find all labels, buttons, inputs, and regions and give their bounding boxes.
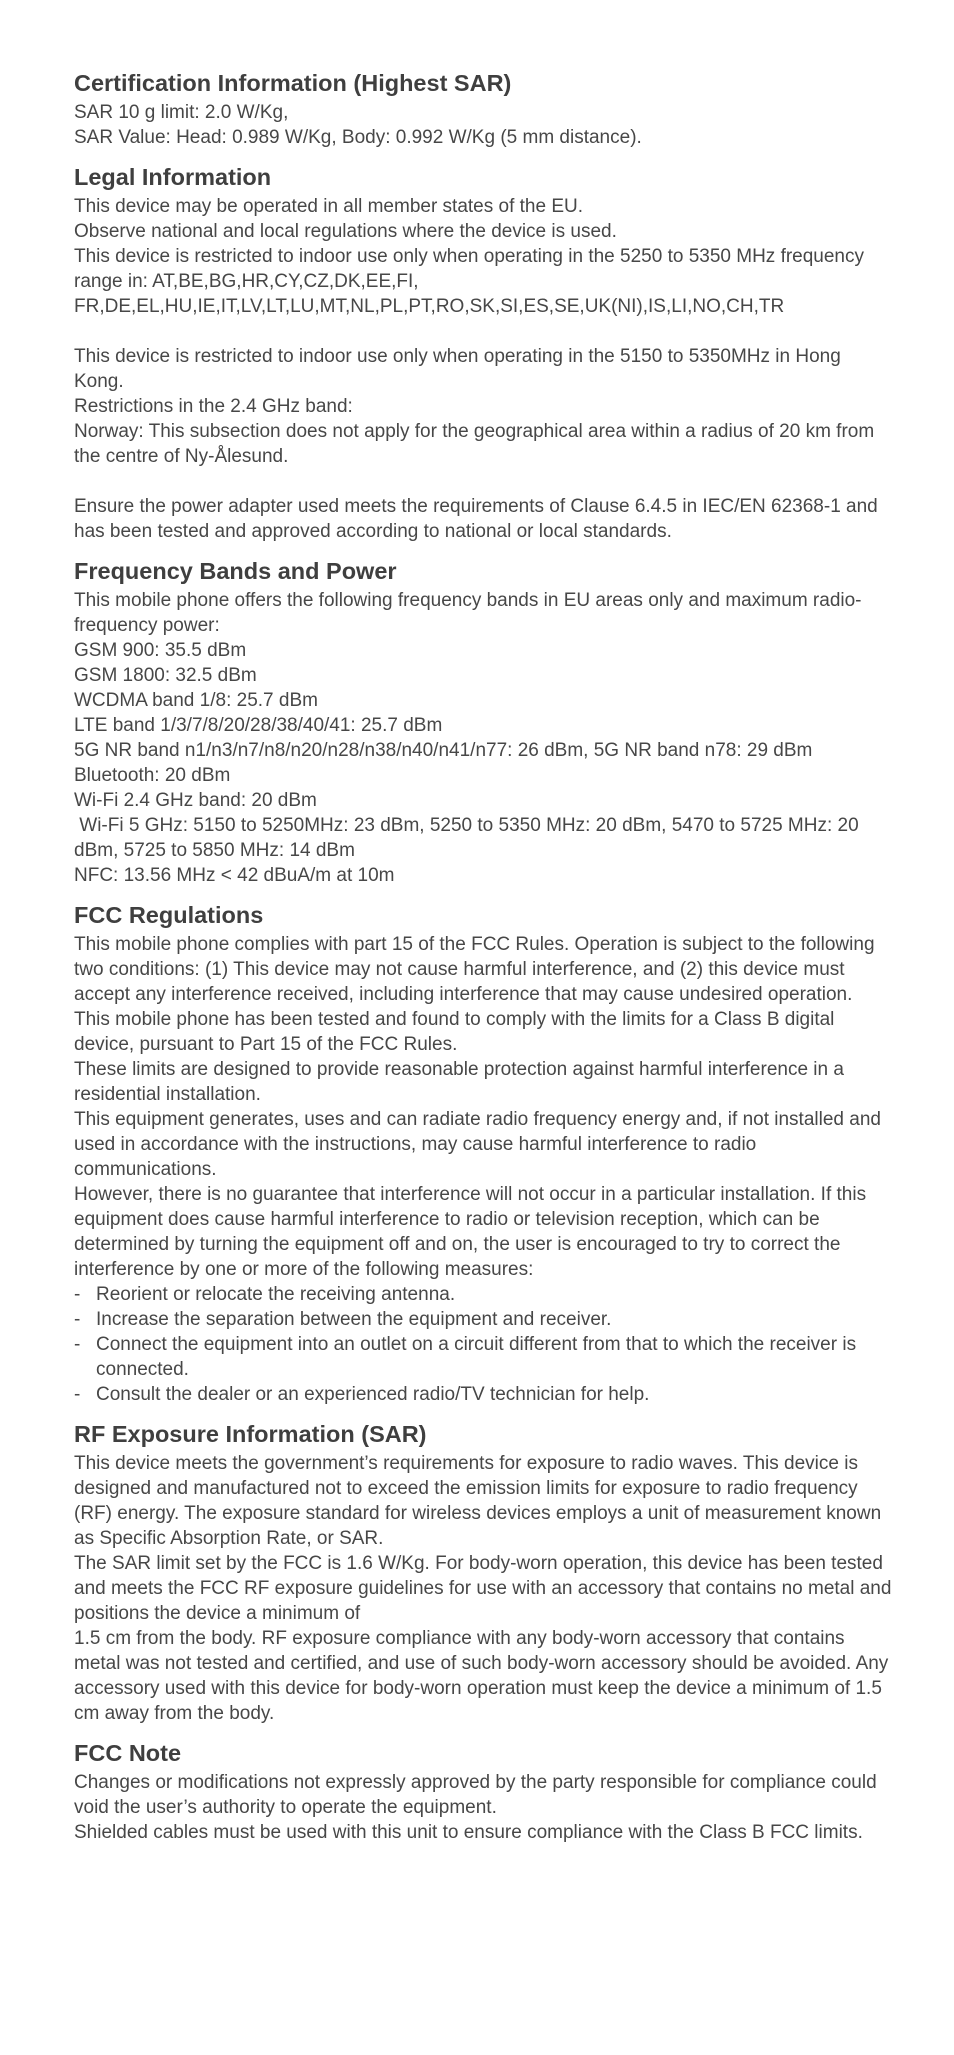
- sar-limit-line: SAR 10 g limit: 2.0 W/Kg,: [74, 102, 289, 123]
- legal-paragraph: Observe national and local regulations where the device is used.: [74, 221, 617, 242]
- bullet-dash: -: [74, 1384, 81, 1405]
- fcc-paragraph: This mobile phone has been tested and found to comply with the limits for a Class B digital device, pursuant to Part 15 of the FCC Rules.: [74, 1009, 840, 1055]
- frequency-item: Wi-Fi 5 GHz: 5150 to 5250MHz: 23 dBm, 5250 to 5350 MHz: 20 dBm, 5470 to 5725 MHz: 20 dBm, 5725 to 5850 MHz: 14 dBm: [74, 815, 864, 861]
- bullet-dash: -: [74, 1309, 81, 1330]
- frequency-heading: Frequency Bands and Power: [74, 558, 397, 584]
- frequency-item: NFC: 13.56 MHz < 42 dBuA/m at 10m: [74, 865, 395, 886]
- rf-paragraph: This device meets the government’s requirements for exposure to radio waves. This device is designed and manufactured not to exceed the emission limits for exposure to radio frequency (RF) energy. The exposure standard for wireless devices employs a unit of measurement known as Specific Absorption Rate, or SAR.: [74, 1453, 887, 1549]
- frequency-item: 5G NR band n1/n3/n7/n8/n20/n28/n38/n40/n41/n77: 26 dBm, 5G NR band n78: 29 dBm: [74, 740, 813, 761]
- frequency-item: LTE band 1/3/7/8/20/28/38/40/41: 25.7 dBm: [74, 715, 443, 736]
- fcc-note-paragraph: Shielded cables must be used with this unit to ensure compliance with the Class B FCC limits.: [74, 1822, 863, 1843]
- measure-text: Reorient or relocate the receiving antenna.: [96, 1284, 456, 1305]
- legal-paragraph: This device is restricted to indoor use only when operating in the 5150 to 5350MHz in Hong Kong.: [74, 346, 847, 392]
- measure-text: Increase the separation between the equipment and receiver.: [96, 1309, 612, 1330]
- paragraph-gap: [74, 319, 894, 344]
- legal-heading: Legal Information: [74, 164, 272, 190]
- certification-heading: Certification Information (Highest SAR): [74, 70, 512, 96]
- legal-section: [74, 162, 894, 544]
- fcc-paragraph: This equipment generates, uses and can radiate radio frequency energy and, if not installed and used in accordance with the instructions, may cause harmful interference to radio communications.: [74, 1109, 887, 1180]
- bullet-dash: -: [74, 1284, 81, 1305]
- frequency-section: [74, 556, 894, 888]
- certification-section: [74, 68, 894, 150]
- frequency-item: Wi-Fi 2.4 GHz band: 20 dBm: [74, 790, 317, 811]
- frequency-item: GSM 1800: 32.5 dBm: [74, 665, 257, 686]
- measure-text: Consult the dealer or an experienced radio/TV technician for help.: [96, 1384, 650, 1405]
- paragraph-gap: [74, 469, 894, 494]
- fcc-note-paragraph: Changes or modifications not expressly approved by the party responsible for compliance could void the user’s authority to operate the equipment.: [74, 1772, 882, 1818]
- legal-paragraph: This device is restricted to indoor use only when operating in the 5250 to 5350 MHz frequency range in: AT,BE,BG,HR,CY,CZ,DK,EE,FI, FR,DE,EL,HU,IE,IT,LV,LT,LU,MT,NL,PL,PT,RO,SK,SI,ES,SE,UK(NI),IS,LI,NO,CH,TR: [74, 246, 870, 317]
- fcc-paragraph: However, there is no guarantee that interference will not occur in a particular installation. If this equipment does cause harmful interference to radio or television reception, which can be determined by turning the equipment off and on, the user is encouraged to try to correct the interference by one or more of the following measures:: [74, 1184, 872, 1280]
- fcc-note-heading: FCC Note: [74, 1740, 182, 1766]
- rf-exposure-heading: RF Exposure Information (SAR): [74, 1421, 427, 1447]
- bullet-dash: -: [74, 1334, 81, 1355]
- measure-list-item: [74, 1382, 894, 1407]
- rf-paragraph: 1.5 cm from the body. RF exposure compliance with any body-worn accessory that contains metal was not tested and certified, and use of such body-worn accessory should be avoided. Any accessory used with this device for body-worn operation must keep the device a minimum of 1.5 cm away from the body.: [74, 1628, 894, 1724]
- rf-exposure-section: [74, 1419, 897, 1726]
- legal-paragraph: This device may be operated in all member states of the EU.: [74, 196, 584, 217]
- legal-paragraph: Restrictions in the 2.4 GHz band:: [74, 396, 353, 417]
- measure-list-item: [74, 1307, 894, 1332]
- sar-value-line: SAR Value: Head: 0.989 W/Kg, Body: 0.992 W/Kg (5 mm distance).: [74, 127, 642, 148]
- fcc-note-section: [74, 1738, 894, 1845]
- measure-text: Connect the equipment into an outlet on a circuit different from that to which the receiver is connected.: [96, 1334, 857, 1380]
- frequency-item: GSM 900: 35.5 dBm: [74, 640, 247, 661]
- measure-list-item: [74, 1332, 894, 1382]
- rf-paragraph: The SAR limit set by the FCC is 1.6 W/Kg. For body-worn operation, this device has been tested and meets the FCC RF exposure guidelines for use with an accessory that contains no metal and positions the device a minimum of: [74, 1553, 897, 1624]
- measure-list-item: [74, 1282, 894, 1307]
- legal-paragraph: Ensure the power adapter used meets the requirements of Clause 6.4.5 in IEC/EN 62368-1 and has been tested and approved according to national or local standards.: [74, 496, 884, 542]
- frequency-item: WCDMA band 1/8: 25.7 dBm: [74, 690, 318, 711]
- fcc-paragraph: This mobile phone complies with part 15 of the FCC Rules. Operation is subject to the following two conditions: (1) This device may not cause harmful interference, and (2) this device must accept any interference received, including interference that may cause undesired operation.: [74, 934, 880, 1005]
- legal-paragraph: Norway: This subsection does not apply for the geographical area within a radius of 20 km from the centre of Ny-Ålesund.: [74, 421, 880, 467]
- frequency-item: Bluetooth: 20 dBm: [74, 765, 231, 786]
- fcc-heading: FCC Regulations: [74, 902, 264, 928]
- frequency-intro: This mobile phone offers the following frequency bands in EU areas only and maximum radio-frequency power:: [74, 590, 862, 636]
- fcc-paragraph: These limits are designed to provide reasonable protection against harmful interference in a residential installation.: [74, 1059, 850, 1105]
- fcc-section: [74, 900, 894, 1407]
